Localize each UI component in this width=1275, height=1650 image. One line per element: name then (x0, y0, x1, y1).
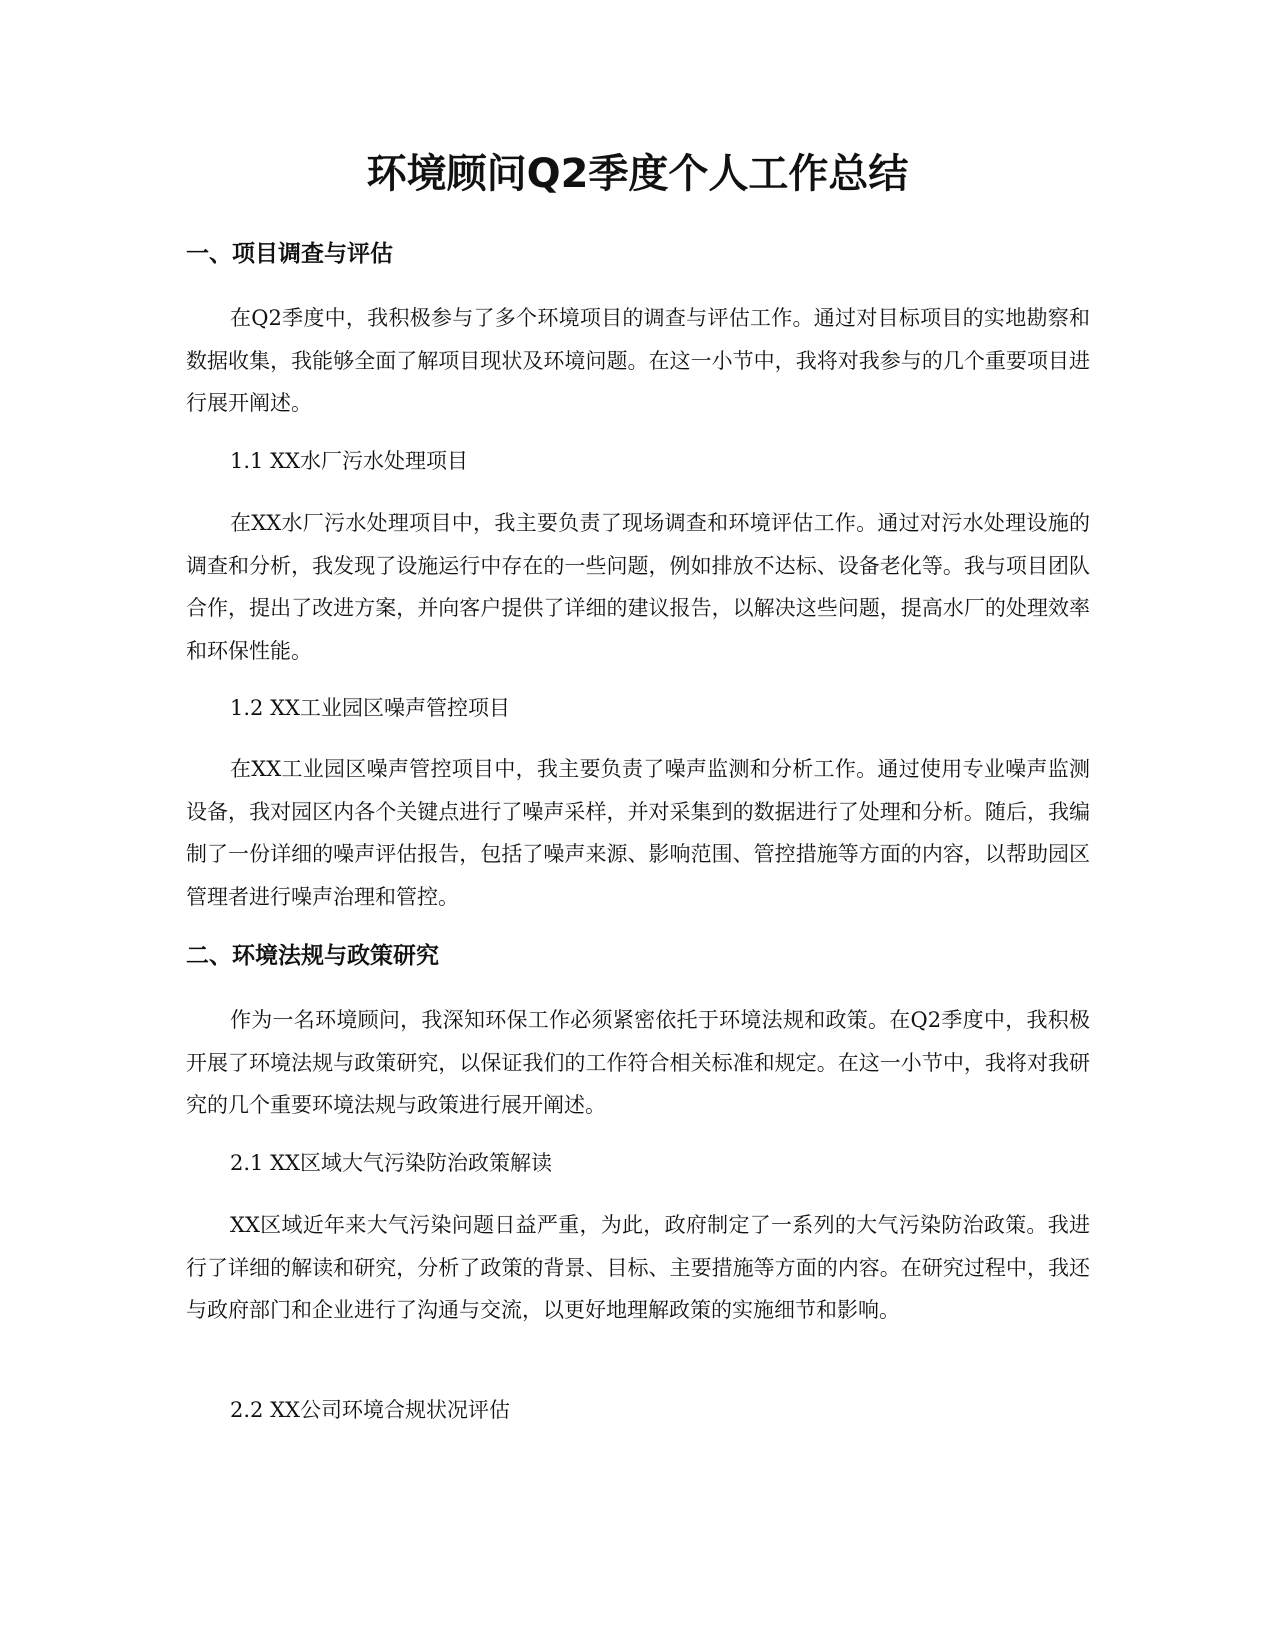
section-2-intro-paragraph: 作为一名环境顾问，我深知环保工作必须紧密依托于环境法规和政策。在Q2季度中，我积极开展了环境法规与政策研究，以保证我们的工作符合相关标准和规定。在这一小节中，我将对我研究的几个重要环境法规与政策进行展开阐述。 (186, 1008, 1090, 1117)
section-1-intro-paragraph: 在Q2季度中，我积极参与了多个环境项目的调查与评估工作。通过对目标项目的实地勘察和数据收集，我能够全面了解项目现状及环境问题。在这一小节中，我将对我参与的几个重要项目进行展开阐述。 (186, 306, 1090, 415)
subsection-heading-1-2: 1.2 XX工业园区噪声管控项目 (230, 696, 510, 720)
subsection-1-1-paragraph: 在XX水厂污水处理项目中，我主要负责了现场调查和环境评估工作。通过对污水处理设施的调查和分析，我发现了设施运行中存在的一些问题，例如排放不达标、设备老化等。我与项目团队合作，提出了改进方案，并向客户提供了详细的建议报告，以解决这些问题，提高水厂的处理效率和环保性能。 (186, 511, 1090, 663)
subsection-heading-1-1: 1.1 XX水厂污水处理项目 (230, 449, 468, 473)
section-heading-2: 二、环境法规与政策研究 (186, 943, 439, 969)
subsection-heading-2-2: 2.2 XX公司环境合规状况评估 (230, 1398, 510, 1422)
subsection-2-1-paragraph: XX区域近年来大气污染问题日益严重，为此，政府制定了一系列的大气污染防治政策。我进行了详细的解读和研究，分析了政策的背景、目标、主要措施等方面的内容。在研究过程中，我还与政府部门和企业进行了沟通与交流，以更好地理解政策的实施细节和影响。 (186, 1213, 1090, 1322)
subsection-heading-2-1: 2.1 XX区域大气污染防治政策解读 (230, 1151, 552, 1175)
subsection-1-2-paragraph: 在XX工业园区噪声管控项目中，我主要负责了噪声监测和分析工作。通过使用专业噪声监测设备，我对园区内各个关键点进行了噪声采样，并对采集到的数据进行了处理和分析。随后，我编制了一份详细的噪声评估报告，包括了噪声来源、影响范围、管控措施等方面的内容，以帮助园区管理者进行噪声治理和管控。 (186, 757, 1090, 909)
document-title: 环境顾问Q2季度个人工作总结 (366, 151, 909, 197)
section-heading-1: 一、项目调查与评估 (186, 241, 393, 267)
